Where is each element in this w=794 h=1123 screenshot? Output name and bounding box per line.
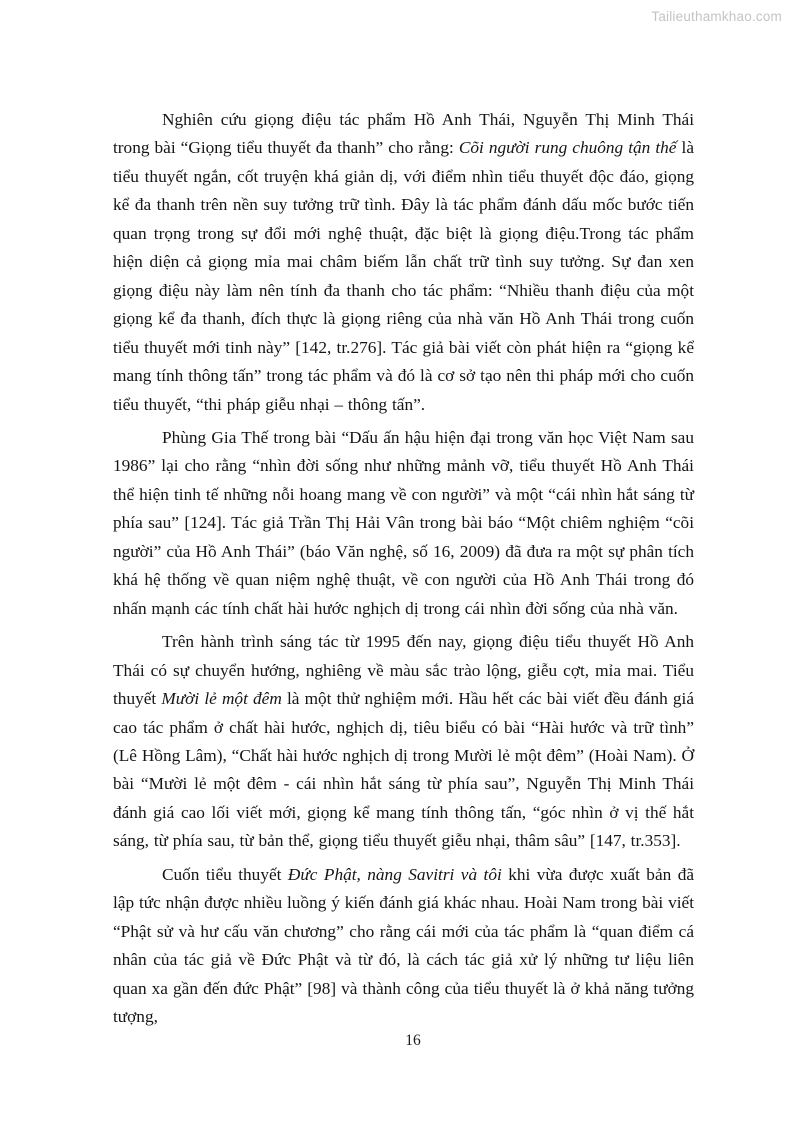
paragraph [113, 106, 694, 419]
text-run: là một thử nghiệm mới. Hầu hết các bài viết đều đánh giá cao tác phẩm ở chất hài hước, nghịch dị, tiêu biểu có bài “Hài hước và trữ tình” (Lê Hồng Lâm), “Chất hài hước nghịch dị trong Mười lẻ một đêm” (Hoài Nam). Ở bài “Mười lẻ một đêm - cái nhìn hắt sáng từ phía sau”, Nguyễn Thị Minh Thái đánh giá cao lối viết mới, giọng kể mang tính thông tấn, “góc nhìn ở vị thế hắt sáng, từ phía sau, từ bản thể, giọng tiểu thuyết giễu nhại, thâm sâu” [147, tr.353]. [113, 689, 694, 851]
italic-text-run: Đức Phật, nàng Savitri và tôi [287, 864, 502, 884]
watermark: Tailieuthamkhao.com [651, 9, 782, 24]
text-run: Nghiên cứu giọng điệu tác phẩm Hồ Anh Thái, Nguyễn Thị Minh Thái trong bài “Giọng tiểu thuyết đa thanh” cho rằng: [113, 110, 694, 158]
paragraph [113, 424, 694, 623]
paragraph [113, 628, 694, 856]
text-run: là tiểu thuyết ngắn, cốt truyện khá giản dị, với điểm nhìn tiểu thuyết độc đáo, giọng kể đa thanh trên nền suy tưởng trữ tình. Đây là tác phẩm đánh dấu mốc bước tiến quan trọng trong sự đổi mới nghệ thuật, đặc biệt là giọng điệu.Trong tác phẩm hiện diện cả giọng mỉa mai châm biếm lẫn chất trữ tình suy tưởng. Sự đan xen giọng điệu này làm nên tính đa thanh cho tác phẩm: “Nhiều thanh điệu của một giọng kể đa thanh, đích thực là giọng riêng của nhà văn Hồ Anh Thái trong cuốn tiểu thuyết mới tinh này” [142, tr.276]. Tác giả bài viết còn phát hiện ra “giọng kể mang tính thông tấn” trong tác phẩm và đó là cơ sở tạo nên thi pháp mới cho cuốn tiểu thuyết, “thi pháp giễu nhại – thông tấn”. [113, 138, 695, 414]
paragraph [113, 861, 694, 1032]
text-run: Trên hành trình sáng tác từ 1995 đến nay, giọng điệu tiểu thuyết Hồ Anh Thái có sự chuyển hướng, nghiêng về màu sắc trào lộng, giễu cợt, mỉa mai. Tiểu thuyết [113, 632, 694, 709]
text-run: Phùng Gia Thế trong bài “Dấu ấn hậu hiện đại trong văn học Việt Nam sau 1986” lại cho rằng “nhìn đời sống như những mảnh vỡ, tiểu thuyết Hồ Anh Thái thể hiện tinh tế những nỗi hoang mang về con người” và một “cái nhìn hắt sáng từ phía sau” [124]. Tác giả Trần Thị Hải Vân trong bài báo “Một chiêm nghiệm “cõi người” của Hồ Anh Thái” (báo Văn nghệ, số 16, 2009) đã đưa ra một sự phân tích khá hệ thống về quan niệm nghệ thuật, về con người của Hồ Anh Thái trong đó nhấn mạnh các tính chất hài hước nghịch dị trong cái nhìn đời sống của nhà văn. [113, 427, 694, 618]
page-number: 16 [405, 1032, 421, 1049]
text-run: Cuốn tiểu thuyết [162, 864, 288, 884]
italic-text-run: Cõi người rung chuông tận thế [458, 138, 677, 158]
page-content [113, 106, 694, 1037]
text-run: khi vừa được xuất bản đã lập tức nhận được nhiều luồng ý kiến đánh giá khác nhau. Hoài Nam trong bài viết “Phật sử và hư cấu văn chương” cho rằng cái mới của tác phẩm là “quan điểm cá nhân của tác giả về Đức Phật và từ đó, là cách tác giả xử lý những tư liệu liên quan xa gần đến đức Phật” [98] và thành công của tiểu thuyết là ở khả năng tưởng tượng, [113, 864, 694, 1027]
italic-text-run: Mười lẻ một đêm [161, 689, 282, 709]
